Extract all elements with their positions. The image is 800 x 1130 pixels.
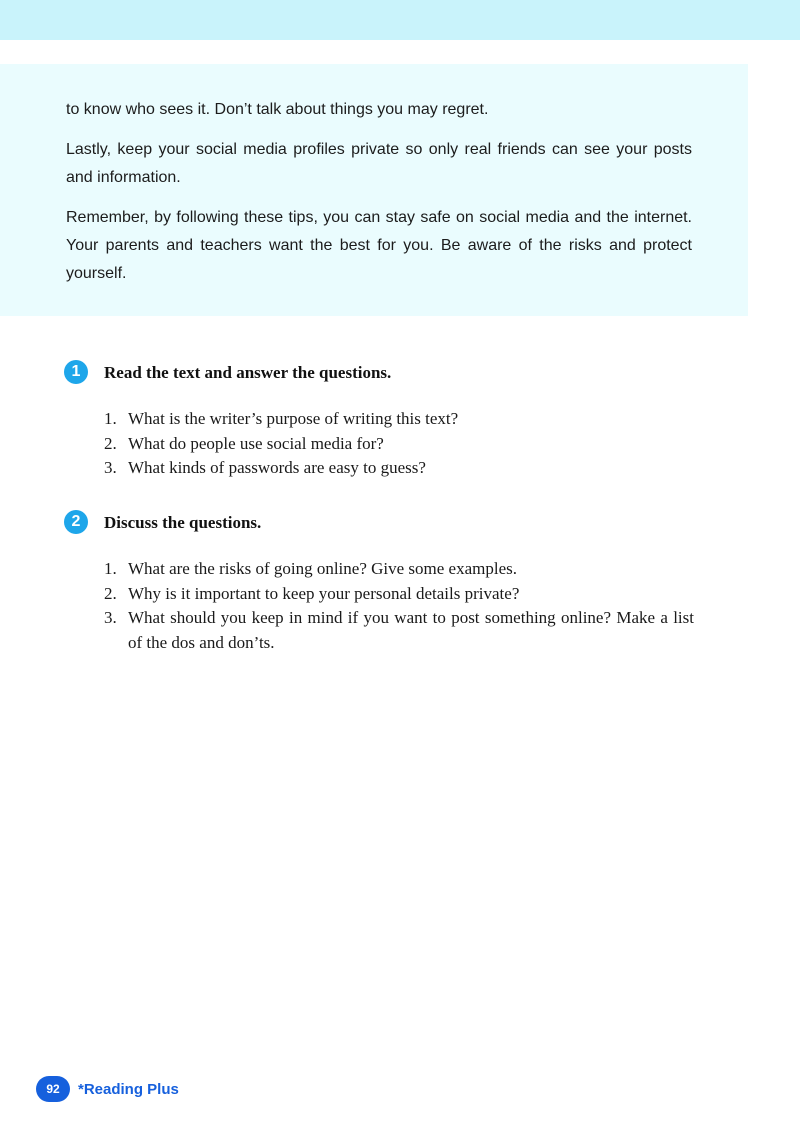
question-item — [104, 456, 694, 481]
footer-section-label: *Reading Plus — [78, 1081, 179, 1098]
question-number: 1. — [104, 409, 117, 428]
task-number-badge: 2 — [64, 510, 88, 534]
reading-paragraph: Remember, by following these tips, you can stay safe on social media and the internet. Your parents and teachers want the best for you. Be aware of the risks and protect yourself. — [66, 209, 692, 282]
reading-paragraph: Lastly, keep your social media profiles private so only real friends can see your posts and information. — [66, 141, 692, 186]
question-item — [104, 606, 694, 655]
question-number: 2. — [104, 583, 117, 603]
question-item — [104, 407, 694, 432]
question-text: What is the writer’s purpose of writing this text? — [128, 409, 459, 428]
task-number-badge: 1 — [64, 360, 88, 384]
page-number-badge: 92 — [36, 1076, 70, 1102]
question-number: 3. — [104, 608, 117, 627]
question-list — [104, 557, 694, 655]
question-number: 3. — [104, 458, 117, 477]
top-header-band — [0, 0, 800, 40]
question-list — [104, 407, 694, 481]
question-text: What kinds of passwords are easy to guess? — [128, 458, 426, 477]
question-item — [104, 557, 694, 582]
question-item — [104, 432, 694, 457]
task-heading: Discuss the questions. — [104, 513, 262, 532]
question-text: What do people use social media for? — [128, 433, 384, 453]
question-text: What are the risks of going online? Give some examples. — [128, 559, 517, 578]
reading-text-box — [0, 64, 748, 316]
question-item — [104, 582, 694, 607]
question-text: What should you keep in mind if you want to post something online? Make a list of the dos and don’ts. — [128, 608, 694, 652]
reading-paragraph: to know who sees it. Don’t talk about things you may regret. — [66, 101, 489, 118]
question-number: 1. — [104, 559, 117, 578]
question-number: 2. — [104, 433, 117, 453]
question-text: Why is it important to keep your personal details private? — [128, 583, 520, 603]
task-heading: Read the text and answer the questions. — [104, 363, 392, 382]
